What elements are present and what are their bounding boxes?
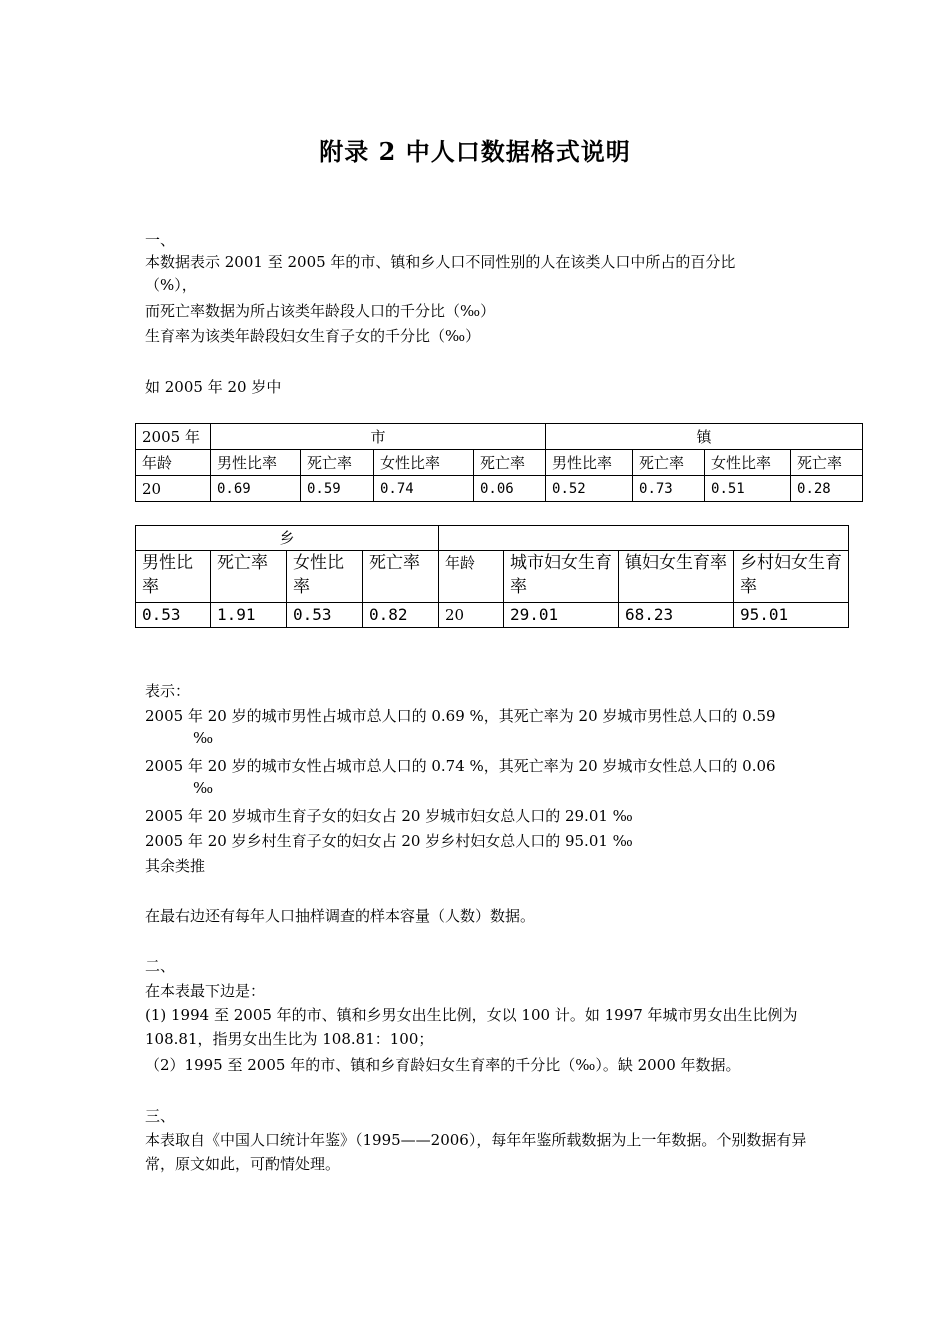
example-intro: 如 2005 年 20 岁中: [145, 378, 282, 396]
column-header: 男性比率: [546, 450, 633, 476]
table-row: [136, 424, 863, 450]
section-2-line-1: 在本表最下边是：: [145, 982, 266, 1000]
table-cell: 0.06: [474, 476, 546, 502]
table-row: [136, 551, 849, 603]
table-cell: 0.73: [633, 476, 705, 502]
page-title: 附录 2 中人口数据格式说明: [319, 137, 631, 166]
section-1-line-2: 而死亡率数据为所占该类年龄段人口的千分比（‰）: [145, 302, 496, 320]
table-row: [136, 450, 863, 476]
table-cell: 0.51: [705, 476, 791, 502]
section-3-heading: 三、: [145, 1107, 176, 1125]
table-cell: 68.23: [619, 603, 734, 628]
column-header: 城市妇女生育率: [504, 551, 619, 603]
section-2-line-3: （2）1995 至 2005 年的市、镇和乡育龄妇女生育率的千分比（‰）。缺 2000 年数据。: [145, 1056, 741, 1074]
table-row: [136, 526, 849, 551]
year-label: 2005 年: [136, 424, 211, 450]
town-group-header: 镇: [546, 424, 863, 450]
column-header: 镇妇女生育率: [619, 551, 734, 603]
explain-heading: 表示：: [145, 682, 191, 700]
column-header: 年龄: [439, 551, 504, 603]
permille-symbol: ‰: [193, 729, 214, 747]
explain-line-3: 2005 年 20 岁城市生育子女的妇女占 20 岁城市妇女总人口的 29.01 ‰: [145, 807, 633, 825]
table-cell: 20: [439, 603, 504, 628]
column-header: 死亡率: [474, 450, 546, 476]
column-header: 女性比率: [287, 551, 363, 603]
explain-line-1: [145, 705, 776, 749]
section-2-heading: 二、: [145, 957, 176, 975]
table-cell: 29.01: [504, 603, 619, 628]
explain-line-2-text: 2005 年 20 岁的城市女性占城市总人口的 0.74 %，其死亡率为 20 岁城市女性总人口的 0.06: [145, 757, 776, 775]
table-row: [136, 603, 849, 628]
column-header: 死亡率: [633, 450, 705, 476]
column-header: 女性比率: [374, 450, 474, 476]
table-cell: 95.01: [734, 603, 849, 628]
table-cell: 0.69: [211, 476, 301, 502]
age-label: 年龄: [136, 450, 211, 476]
column-header: 死亡率: [363, 551, 439, 603]
table-cell: 0.52: [546, 476, 633, 502]
column-header: 死亡率: [301, 450, 374, 476]
column-header: 男性比率: [136, 551, 211, 603]
column-header: 死亡率: [791, 450, 863, 476]
explain-line-4: 2005 年 20 岁乡村生育子女的妇女占 20 岁乡村妇女总人口的 95.01 ‰: [145, 832, 633, 850]
explain-line-2: [145, 755, 776, 799]
table-cell: 0.82: [363, 603, 439, 628]
column-header: 男性比率: [211, 450, 301, 476]
section-1-line-1: 本数据表示 2001 至 2005 年的市、镇和乡人口不同性别的人在该类人口中所占的百分比: [145, 253, 736, 271]
section-3-line-1: 本表取自《中国人口统计年鉴》（1995——2006），每年年鉴所载数据为上一年数据。个别数据有异常，原文如此，可酌情处理。: [145, 1131, 807, 1173]
table-cell: 1.91: [211, 603, 287, 628]
table-cell: 0.74: [374, 476, 474, 502]
city-group-header: 市: [211, 424, 546, 450]
age-value: 20: [136, 476, 211, 502]
section-1-line-1b: （%），: [145, 276, 197, 294]
permille-symbol: ‰: [193, 779, 214, 797]
section-2-line-2: (1) 1994 至 2005 年的市、镇和乡男女出生比例，女以 100 计。如 1997 年城市男女出生比例为 108.81，指男女出生比为 108.81：100；: [145, 1006, 798, 1048]
empty-header-cell: [439, 526, 849, 551]
explain-line-1-text: 2005 年 20 岁的城市男性占城市总人口的 0.69 %，其死亡率为 20 岁城市男性总人口的 0.59: [145, 707, 776, 725]
rural-fertility-table: [135, 525, 849, 628]
section-1-heading: 一、: [145, 231, 176, 249]
table-cell: 0.59: [301, 476, 374, 502]
table-cell: 0.53: [136, 603, 211, 628]
column-header: 女性比率: [705, 450, 791, 476]
explain-line-6: 在最右边还有每年人口抽样调查的样本容量（人数）数据。: [145, 907, 536, 925]
column-header: 乡村妇女生育率: [734, 551, 849, 603]
table-cell: 0.53: [287, 603, 363, 628]
table-row: [136, 476, 863, 502]
section-1-line-3: 生育率为该类年龄段妇女生育子女的千分比（‰）: [145, 327, 481, 345]
city-town-table: [135, 423, 863, 502]
explain-line-5: 其余类推: [145, 857, 206, 875]
rural-group-header: 乡: [136, 526, 439, 551]
table-cell: 0.28: [791, 476, 863, 502]
column-header: 死亡率: [211, 551, 287, 603]
